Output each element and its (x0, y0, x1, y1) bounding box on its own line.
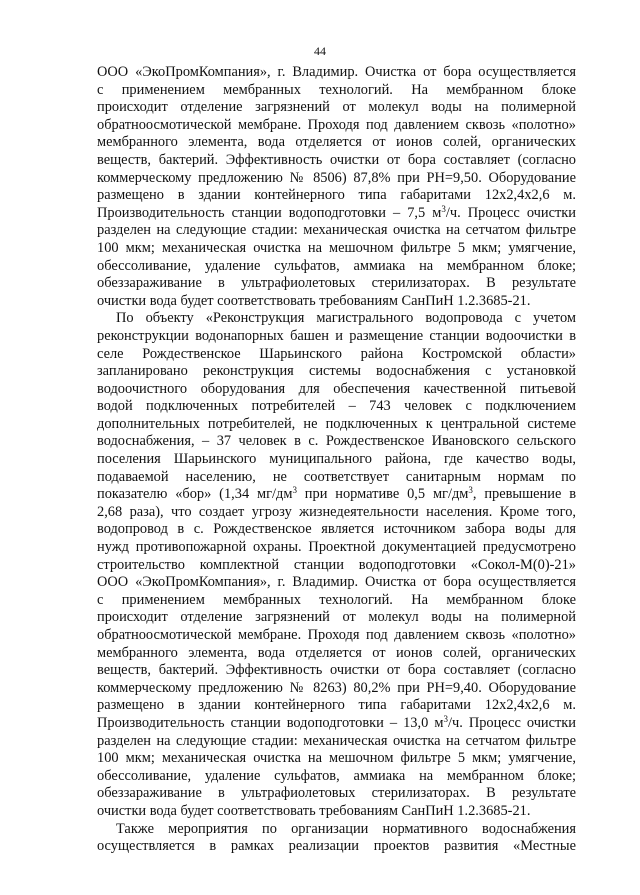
text-line: водоснабжения, – 37 человек в с. Рождественское Ивановского сельского (97, 433, 576, 450)
text-line: осуществляется в рамках реализации проектов развития «Местные (97, 838, 576, 855)
text-fragment: /ч. Процесс очистки (447, 714, 577, 731)
text-fragment: Производительность станции водоподготовки – 7,5 м (97, 204, 442, 221)
text-line: подаваемой населению, не соответствует санитарным нормам по (97, 468, 576, 485)
text-line: с применением мембранных технологий. На мембранном блоке (97, 81, 576, 98)
text-line: происходит отделение загрязнений от молекул воды на полимерной (97, 609, 576, 626)
text-line: поселения Шарьинского муниципального района, где качество воды, (97, 451, 576, 468)
text-line: мембранного элемента, вода отделяется от ионов солей, органических (97, 644, 576, 661)
superscript: 3 (443, 713, 448, 724)
text-line: водопровод в с. Рождественское является источником забора воды для (97, 521, 576, 538)
text-line: обеззараживание в ультрафиолетовых стерилизаторах. В результате (97, 275, 576, 292)
text-line: водой подключенных потребителей – 743 человек с подключением (97, 398, 576, 415)
text-line: веществ, бактерий. Эффективность очистки от бора составляет (согласно (97, 662, 576, 679)
text-line: происходит отделение загрязнений от молекул воды на полимерной (97, 99, 576, 116)
text-line: ООО «ЭкоПромКомпания», г. Владимир. Очистка от бора осуществляется (97, 574, 576, 591)
text-line: разделен на следующие стадии: механическая очистка на сетчатом фильтре (97, 732, 576, 749)
text-line: строительство комплектной станции водоподготовки «Сокол-М(0)-21» (97, 556, 576, 573)
text-fragment: при нормативе 0,5 мг/дм (296, 486, 469, 503)
text-line: коммерческому предложению № 8506) 87,8% при РН=9,50. Оборудование (97, 169, 576, 186)
text-fragment: Производительность станции водоподготовки – 13,0 м (97, 714, 444, 731)
body-text (97, 64, 576, 856)
superscript: 3 (441, 203, 446, 214)
text-line: с применением мембранных технологий. На мембранном блоке (97, 591, 576, 608)
text-line: обессоливание, удаление сульфатов, аммиака на мембранном блоке; (97, 257, 576, 274)
text-line: веществ, бактерий. Эффективность очистки от бора составляет (согласно (97, 151, 576, 168)
text-line: ООО «ЭкоПромКомпания», г. Владимир. Очистка от бора осуществляется (97, 64, 576, 80)
text-line: обеззараживание в ультрафиолетовых стерилизаторах. В результате (97, 785, 576, 802)
text-line: селе Рождественское Шарьинского района Костромской области» (97, 345, 576, 362)
text-line: 2,68 раза), что создает угрозу жизнедеятельности населения. Кроме того, (97, 503, 576, 520)
text-fragment: , превышение в (472, 486, 576, 503)
paragraph-3 (97, 821, 576, 856)
text-line: очистки вода будет соответствовать требованиям СанПиН 1.2.3685-21. (97, 802, 531, 819)
text-line: По объекту «Реконструкция магистрального водопровода с учетом (116, 310, 576, 327)
text-line: размещено в здании контейнерного типа габаритами 12х2,4х2,6 м. (97, 187, 576, 204)
text-line: нужд противопожарной охраны. Проектной документацией предусмотрено (97, 539, 576, 556)
text-line: обессоливание, удаление сульфатов, аммиака на мембранном блоке; (97, 767, 576, 784)
text-line: реконструкции водонапорных башен и размещение станции водоочистки в (97, 327, 576, 344)
text-line: Также мероприятия по организации нормативного водоснабжения (116, 820, 576, 837)
text-line: запланировано реконструкция системы водоснабжения с установкой (97, 363, 576, 380)
text-line: водоочистного оборудования для обеспечения качественной питьевой (97, 380, 576, 397)
superscript: 3 (468, 485, 473, 496)
text-line (97, 205, 576, 223)
text-line: 100 мкм; механическая очистка на мешочном фильтре 5 мкм; умягчение, (97, 239, 576, 256)
text-line (97, 486, 576, 504)
text-line: очистки вода будет соответствовать требованиям СанПиН 1.2.3685-21. (97, 292, 531, 309)
text-line: мембранного элемента, вода отделяется от ионов солей, органических (97, 134, 576, 151)
text-line: обратноосмотической мембране. Проходя под давлением сквозь «полотно» (97, 627, 576, 643)
text-fragment: /ч. Процесс очистки (445, 204, 576, 221)
superscript: 3 (292, 485, 297, 496)
text-line (97, 715, 576, 733)
page-number: 44 (314, 44, 326, 58)
text-line: разделен на следующие стадии: механическая очистка на сетчатом фильтре (97, 222, 576, 239)
paragraph-2 (97, 310, 576, 820)
text-line: коммерческому предложению № 8263) 80,2% при РН=9,40. Оборудование (97, 679, 576, 696)
text-line: размещено в здании контейнерного типа габаритами 12х2,4х2,6 м. (97, 697, 576, 714)
paragraph-1 (97, 64, 576, 310)
text-line: дополнительных потребителей, не подключенных к центральной системе (97, 415, 576, 432)
text-fragment: показателю «бор» (1,34 мг/дм (97, 486, 293, 503)
text-line: 100 мкм; механическая очистка на мешочном фильтре 5 мкм; умягчение, (97, 750, 576, 767)
text-line: обратноосмотической мембране. Проходя под давлением сквозь «полотно» (97, 116, 576, 133)
